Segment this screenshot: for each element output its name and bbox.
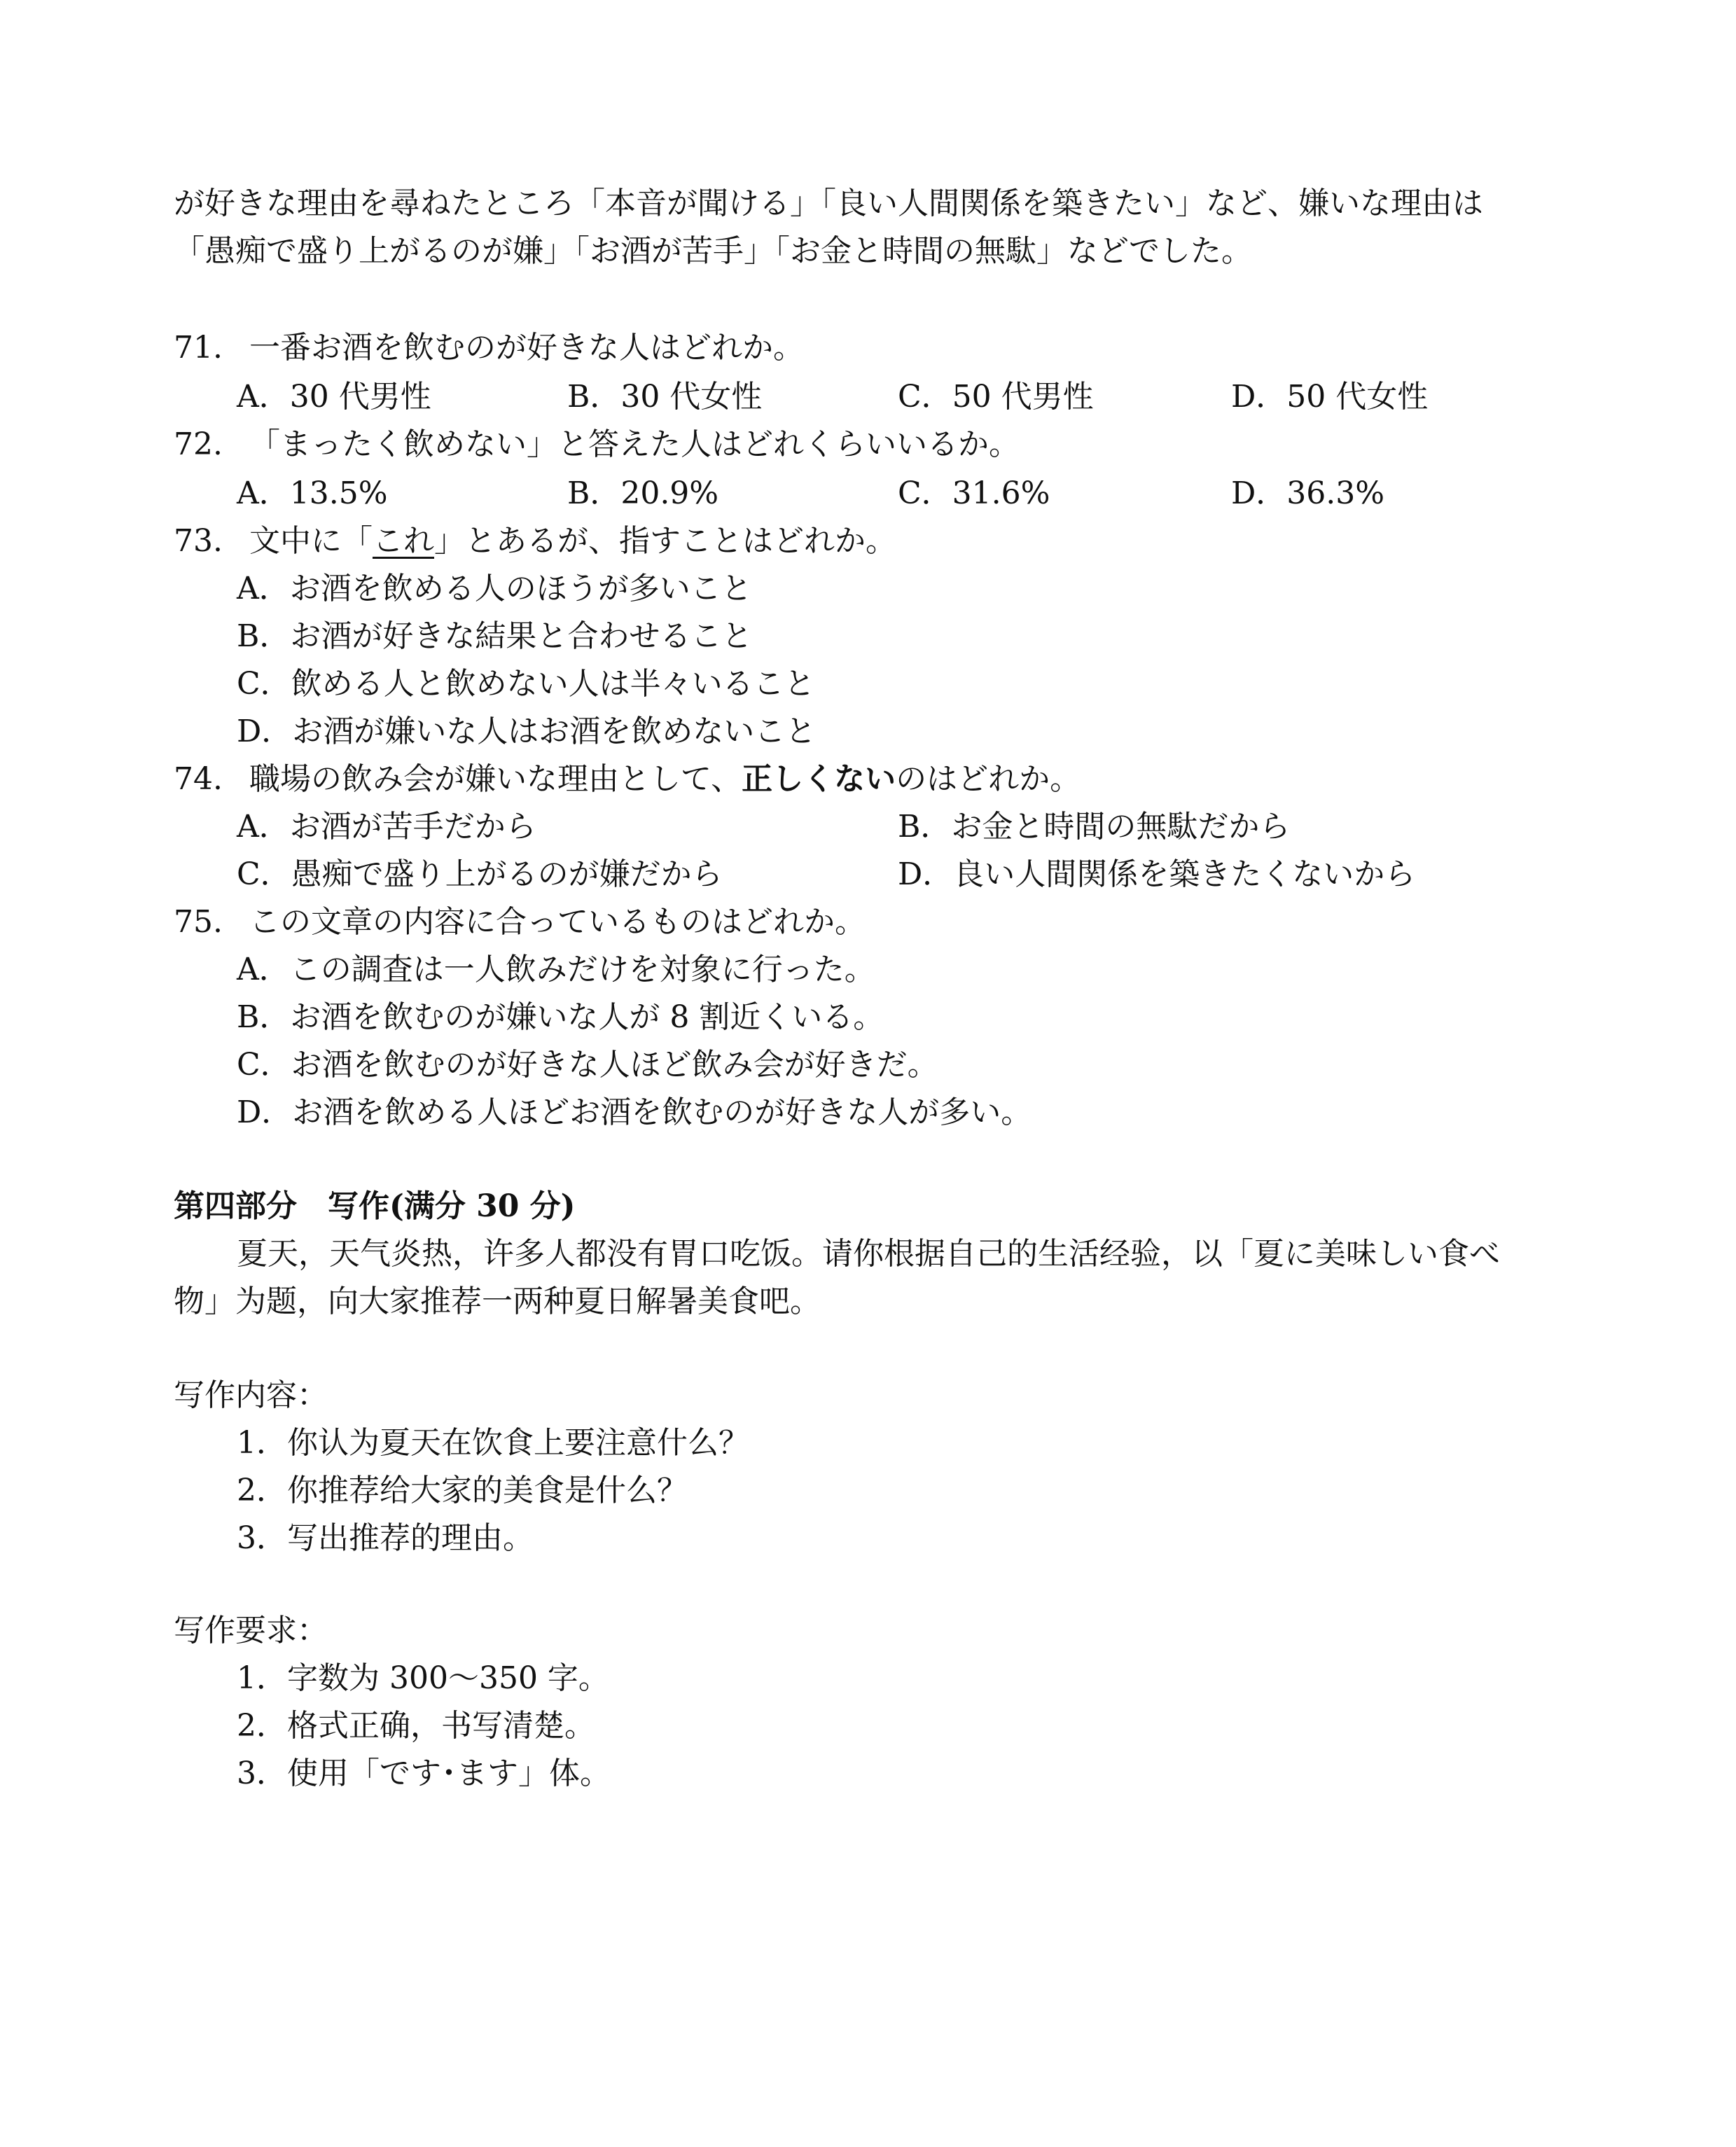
prompt-line-2: 物」为题，向大家推荐一两种夏日解暑美食吧。	[174, 1284, 821, 1319]
option-a: A．13.5%	[237, 475, 388, 511]
question-74	[174, 759, 1081, 800]
question-72	[174, 424, 1020, 465]
question-73	[174, 521, 896, 562]
option-d: D．50 代女性	[1231, 379, 1429, 415]
content-item-2: 2．你推荐给大家的美食是什么？	[237, 1473, 688, 1508]
option-c: C．飲める人と飲めない人は半々いること	[237, 666, 815, 702]
content-title: 写作内容：	[174, 1377, 328, 1413]
option-a: A．お酒を飲める人のほうが多いこと	[237, 571, 752, 606]
requirement-item-3: 3．使用「です･ます」体。	[237, 1756, 611, 1791]
question-text-after: のはどれか。	[896, 761, 1081, 797]
underlined-word: これ	[372, 523, 434, 559]
option-d: D．良い人間関係を築きたくないから	[898, 856, 1416, 892]
question-text: 「まったく飲めない」と答えた人はどれくらいいるか。	[249, 426, 1020, 462]
option-b: B．お酒が好きな結果と合わせること	[237, 618, 753, 654]
prompt-line-1: 夏天，天气炎热，许多人都没有胃口吃饭。请你根据自己的生活经验，以「夏に美味しい食べ	[237, 1236, 1500, 1272]
option-c: C．お酒を飲むのが好きな人ほど飲み会が好きだ。	[237, 1047, 938, 1083]
option-b: B．20.9%	[567, 475, 719, 511]
question-71	[174, 328, 804, 368]
option-d: D．お酒が嫌いな人はお酒を飲めないこと	[237, 714, 817, 749]
question-text-before: 職場の飲み会が嫌いな理由として、	[249, 761, 742, 797]
question-75	[174, 902, 866, 943]
question-number: 75.	[174, 904, 223, 940]
intro-line-1: が好きな理由を尋ねたところ「本音が聞ける」「良い人間関係を築きたい」など、嫌いな理由は	[174, 186, 1483, 221]
question-number: 71.	[174, 330, 223, 366]
requirement-item-1: 1．字数为 300～350 字。	[237, 1660, 609, 1696]
emphasized-text: 正しくない	[742, 761, 896, 797]
question-number: 73.	[174, 523, 223, 559]
option-c: C．31.6%	[898, 475, 1050, 511]
requirement-item-2: 2．格式正确，书写清楚。	[237, 1708, 595, 1744]
option-a: A．30 代男性	[237, 379, 431, 415]
option-c: C．50 代男性	[898, 379, 1094, 415]
question-text-after: 」とあるが、指すことはどれか。	[433, 523, 896, 559]
option-a: A．この調査は一人飲みだけを対象に行った。	[237, 952, 875, 987]
option-d: D．お酒を飲める人ほどお酒を飲むのが好きな人が多い。	[237, 1095, 1032, 1130]
option-d: D．36.3%	[1231, 475, 1385, 511]
question-text: 一番お酒を飲むのが好きな人はどれか。	[249, 330, 804, 366]
option-a: A．お酒が苦手だから	[237, 809, 536, 845]
option-b: B．お酒を飲むのが嫌いな人が 8 割近くいる。	[237, 999, 884, 1035]
option-c: C．愚痴で盛り上がるのが嫌だから	[237, 856, 723, 892]
section-heading: 第四部分 写作(满分 30 分)	[174, 1188, 576, 1224]
intro-line-2: 「愚痴で盛り上がるのが嫌」「お酒が苦手」「お金と時間の無駄」などでした。	[174, 233, 1252, 269]
content-item-3: 3．写出推荐的理由。	[237, 1520, 534, 1556]
option-b: B．お金と時間の無駄だから	[898, 809, 1291, 845]
content-item-1: 1．你认为夏天在饮食上要注意什么？	[237, 1425, 749, 1461]
option-b: B．30 代女性	[567, 379, 763, 415]
requirements-title: 写作要求：	[174, 1613, 328, 1648]
question-text: この文章の内容に合っているものはどれか。	[249, 904, 866, 940]
question-number: 74.	[174, 761, 223, 797]
question-number: 72.	[174, 426, 223, 462]
question-text-before: 文中に「	[249, 523, 373, 559]
